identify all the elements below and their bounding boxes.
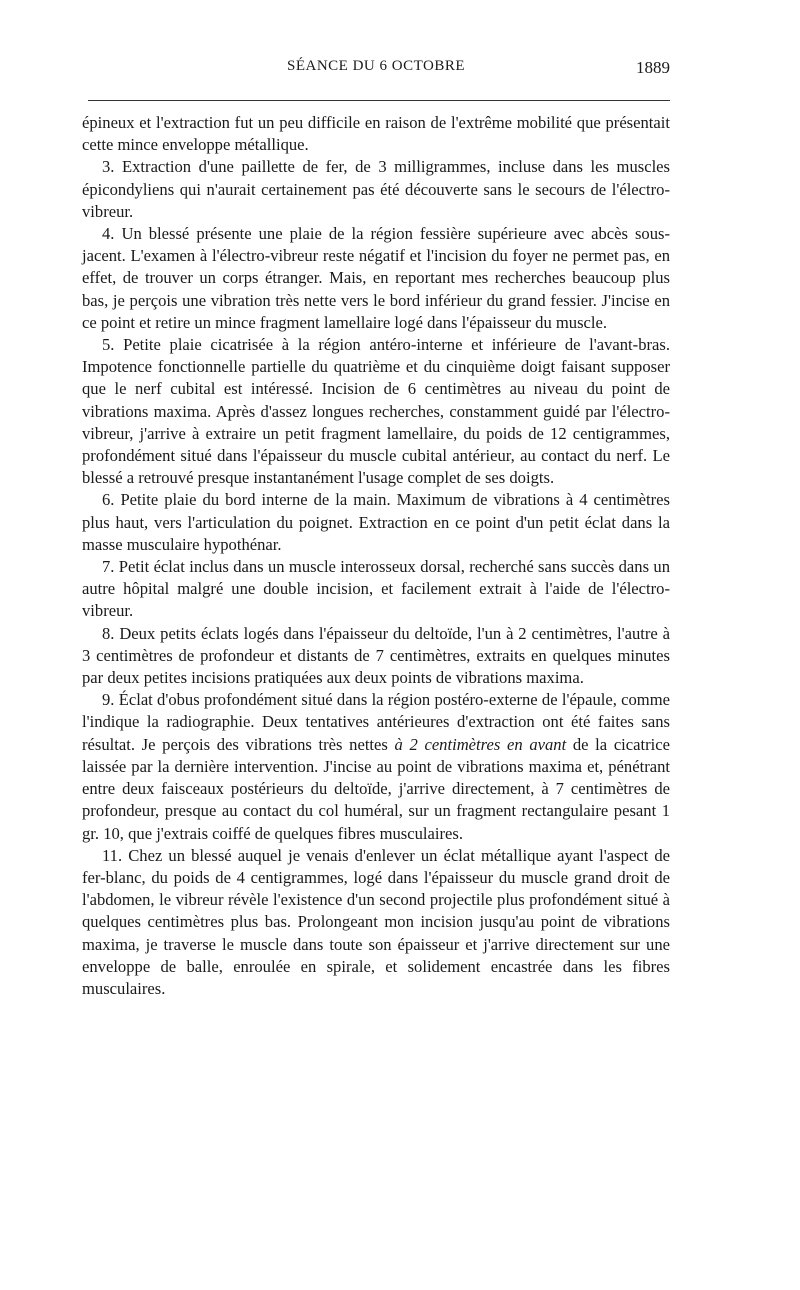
case-5: 5. Petite plaie cicatrisée à la région antéro-interne et inférieure de l'avant-bras. Impotence fonctionnelle partielle du quatrième et du cinquième doigt faisant supposer que le nerf cubital est intéressé. Incision de 6 centimètres au niveau du point de vibrations maxima. Après d'assez longues recherches, constamment guidé par l'électro-vibreur, j'arrive à extraire un petit fragment lamellaire, du poids de 12 centigrammes, profondément situé dans l'épaisseur du muscle cubital antérieur, au contact du nerf. Le blessé a retrouvé presque instantanément l'usage complet de ses doigts.	[82, 335, 670, 488]
case-3: 3. Extraction d'une paillette de fer, de 3 milligrammes, incluse dans les muscles épicondyliens qui n'aurait certainement pas été découverte sans le secours de l'électro-vibreur.	[82, 157, 670, 221]
case-8: 8. Deux petits éclats logés dans l'épaisseur du deltoïde, l'un à 2 centimètres, l'autre à 3 centimètres de profondeur et distants de 7 centimètres, extraits en quelques minutes par deux petites incisions pratiquées aux deux points de vibrations maxima.	[82, 623, 670, 688]
case-9	[82, 689, 670, 844]
case-7: 7. Petit éclat inclus dans un muscle interosseux dorsal, recherché sans succès dans un autre hôpital malgré une double incision, et facilement extrait à l'aide de l'électro-vibreur.	[82, 557, 670, 621]
case-9-text-before: 9. Éclat d'obus profondément situé dans la région postéro-externe de l'épaule, comme l'indique la radiographie. Deux tentatives antérieures d'extraction ont été faites sans résultat. Je perçois des vibrations très nettes	[82, 690, 670, 754]
running-title: SÉANCE DU 6 OCTOBRE	[287, 58, 465, 74]
case-4: 4. Un blessé présente une plaie de la région fessière supérieure avec abcès sous-jacent. L'examen à l'électro-vibreur reste négatif et l'incision du foyer ne permet pas, en effet, de trouver un corps étranger. Mais, en reportant mes recherches beaucoup plus bas, je perçois une vibration très nette vers le bord inférieur du grand fessier. J'incise en ce point et retire un mince fragment lamellaire logé dans l'épaisseur du muscle.	[82, 224, 670, 332]
article-body	[82, 112, 670, 1000]
case-9-italic: à 2 centimètres en avant	[394, 734, 567, 754]
paragraph-continuation: épineux et l'extraction fut un peu difficile en raison de l'extrême mobilité que présentait cette mince enveloppe métallique.	[82, 113, 670, 155]
case-11: 11. Chez un blessé auquel je venais d'enlever un éclat métallique ayant l'aspect de fer-blanc, du poids de 4 centigrammes, logé dans l'épaisseur du muscle grand droit de l'abdomen, le vibreur révèle l'existence d'un second projectile plus profondément situé à quelques centimètres plus bas. Prolongeant mon incision jusqu'au point de vibrations maxima, je traverse le muscle dans toute son épaisseur et j'arrive directement sur une enveloppe de balle, enroulée en spirale, et solidement encastrée dans les fibres musculaires.	[82, 845, 670, 998]
header-rule	[88, 100, 670, 101]
running-head	[82, 58, 670, 88]
case-6: 6. Petite plaie du bord interne de la main. Maximum de vibrations à 4 centimètres plus haut, vers l'articulation du poignet. Extraction en ce point d'un petit éclat dans la masse musculaire hypothénar.	[82, 490, 670, 554]
case-9-text-after: de la cicatrice laissée par la dernière intervention. J'incise au point de vibrations maxima et, pénétrant entre deux faisceaux postérieurs du deltoïde, j'arrive directement, à 7 centimètres de profondeur, presque au contact du col huméral, sur un fragment rectangulaire pesant 1 gr. 10, que j'extrais coiffé de quelques fibres musculaires.	[82, 734, 670, 843]
page-number: 1889	[636, 58, 670, 77]
